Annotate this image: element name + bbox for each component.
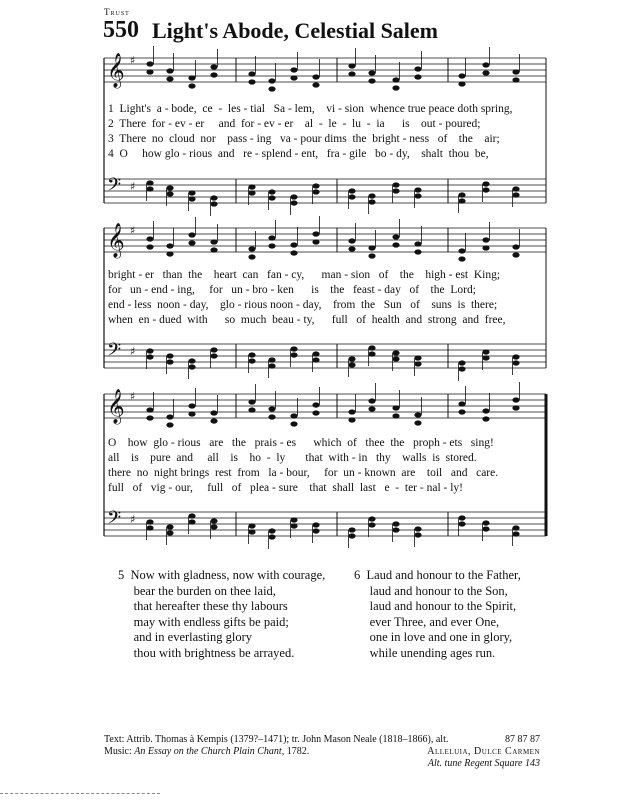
note-head	[166, 422, 173, 427]
note-head	[348, 417, 355, 422]
note-head	[414, 412, 421, 417]
note-head	[512, 397, 519, 402]
note-head	[368, 516, 375, 521]
note-head	[248, 254, 255, 259]
music-credit-suffix: , 1782.	[281, 746, 310, 757]
alt-tune: Alt. tune Regent Square 143	[427, 758, 540, 769]
note-head	[368, 199, 375, 204]
note-head	[290, 194, 297, 199]
note-head	[268, 195, 275, 200]
note-head	[248, 71, 255, 76]
lyrics-system-1	[108, 102, 548, 162]
note-head	[348, 188, 355, 193]
note-head	[248, 399, 255, 404]
stanza-line: one in love and one in glory,	[354, 630, 513, 644]
note-head	[512, 252, 519, 257]
note-head	[210, 410, 217, 415]
note-head	[188, 240, 195, 245]
note-head	[166, 414, 173, 419]
note-head	[458, 248, 465, 253]
note-head	[368, 398, 375, 403]
note-head	[368, 253, 375, 258]
music-credit-prefix: Music:	[104, 746, 135, 757]
note-head	[512, 360, 519, 365]
note-head	[512, 525, 519, 530]
note-head	[512, 244, 519, 249]
text-credit: Text: Attrib. Thomas à Kempis (1379?–1471); tr. John Mason Neale (1818–1866), alt.	[104, 734, 449, 745]
note-head	[368, 245, 375, 250]
sharp-icon: ♯	[130, 224, 136, 237]
note-head	[188, 232, 195, 237]
note-head	[290, 67, 297, 72]
note-head	[414, 420, 421, 425]
note-head	[188, 190, 195, 195]
note-head	[166, 359, 173, 364]
note-head	[482, 245, 489, 250]
note-head	[368, 351, 375, 356]
note-head	[414, 241, 421, 246]
note-head	[248, 352, 255, 357]
note-head	[290, 75, 297, 80]
note-head	[268, 534, 275, 539]
note-head	[348, 356, 355, 361]
note-head	[290, 200, 297, 205]
note-head	[312, 402, 319, 407]
note-head	[210, 524, 217, 529]
note-head	[248, 407, 255, 412]
note-head	[348, 246, 355, 251]
note-head	[290, 346, 297, 351]
note-head	[368, 406, 375, 411]
note-head	[392, 85, 399, 90]
note-head	[458, 366, 465, 371]
note-head	[348, 238, 355, 243]
stanza-line: thou with brightness be arrayed.	[118, 645, 295, 660]
note-head	[458, 409, 465, 414]
note-head	[368, 78, 375, 83]
note-head	[414, 74, 421, 79]
lyric-line: 1 Light's a - bode, ce - les - tial Sa - lem, vi - sion whence true peace doth spring,	[108, 103, 513, 115]
note-head	[348, 527, 355, 532]
note-head	[268, 86, 275, 91]
note-head	[210, 353, 217, 358]
note-head	[146, 180, 153, 185]
note-head	[146, 186, 153, 191]
bass-clef-icon: 𝄢	[107, 508, 122, 533]
note-head	[414, 66, 421, 71]
note-head	[268, 189, 275, 194]
note-head	[210, 201, 217, 206]
note-head	[210, 418, 217, 423]
tune-names: Alleluia, Dulce Carmen	[427, 746, 540, 757]
note-head	[290, 250, 297, 255]
note-head	[268, 243, 275, 248]
note-head	[146, 415, 153, 420]
note-head	[392, 521, 399, 526]
note-head	[458, 521, 465, 526]
lyric-line: 2 There for - ev - er and for - ev - er al - le - lu - ia is out - poured;	[108, 118, 481, 130]
music-credit	[104, 746, 448, 758]
note-head	[482, 181, 489, 186]
treble-clef-icon: 𝄞	[107, 53, 125, 88]
note-head	[512, 531, 519, 536]
note-head	[414, 361, 421, 366]
note-head	[188, 364, 195, 369]
note-head	[268, 406, 275, 411]
sharp-icon: ♯	[130, 345, 136, 358]
note-head	[268, 363, 275, 368]
note-head	[458, 360, 465, 365]
stanza-line: laud and honour to the Spirit,	[354, 599, 517, 613]
meter: 87 87 87	[505, 734, 540, 745]
stanza-5	[118, 568, 325, 661]
treble-clef-icon: 𝄞	[107, 389, 125, 424]
note-head	[312, 528, 319, 533]
note-head	[210, 195, 217, 200]
note-head	[268, 414, 275, 419]
note-head	[458, 256, 465, 261]
note-head	[512, 186, 519, 191]
note-head	[348, 71, 355, 76]
note-head	[248, 184, 255, 189]
note-head	[248, 529, 255, 534]
lyric-line: for un - end - ing, for un - bro - ken is the feast - day of the Lord;	[108, 284, 476, 296]
hymn-title: Light's Abode, Celestial Salem	[152, 18, 439, 43]
note-head	[166, 76, 173, 81]
stanza-line: 6 Laud and honour to the Father,	[354, 568, 521, 582]
note-head	[146, 354, 153, 359]
bass-clef-icon: 𝄢	[107, 340, 122, 365]
note-head	[368, 522, 375, 527]
note-head	[348, 63, 355, 68]
note-head	[188, 513, 195, 518]
note-head	[268, 78, 275, 83]
note-head	[146, 244, 153, 249]
note-head	[312, 239, 319, 244]
note-head	[348, 194, 355, 199]
note-head	[166, 185, 173, 190]
note-head	[312, 231, 319, 236]
note-head	[458, 198, 465, 203]
note-head	[188, 83, 195, 88]
note-head	[414, 355, 421, 360]
note-head	[248, 190, 255, 195]
note-head	[188, 75, 195, 80]
hymn-number: 550	[103, 17, 139, 43]
note-head	[482, 416, 489, 421]
note-head	[482, 70, 489, 75]
note-head	[248, 358, 255, 363]
note-head	[312, 410, 319, 415]
note-head	[392, 188, 399, 193]
stanza-line: laud and honour to the Son,	[354, 583, 508, 598]
note-head	[188, 519, 195, 524]
note-head	[458, 401, 465, 406]
note-head	[210, 64, 217, 69]
note-head	[166, 68, 173, 73]
note-head	[482, 237, 489, 242]
note-head	[512, 69, 519, 74]
note-head	[348, 362, 355, 367]
note-head	[188, 196, 195, 201]
note-head	[166, 353, 173, 358]
note-head	[312, 357, 319, 362]
note-head	[146, 407, 153, 412]
note-head	[414, 532, 421, 537]
note-head	[166, 191, 173, 196]
sharp-icon: ♯	[130, 180, 136, 193]
lyrics-system-3	[108, 436, 548, 496]
note-head	[482, 355, 489, 360]
note-head	[312, 82, 319, 87]
note-head	[312, 74, 319, 79]
sharp-icon: ♯	[130, 513, 136, 526]
note-head	[210, 72, 217, 77]
note-head	[414, 187, 421, 192]
note-head	[146, 236, 153, 241]
note-head	[458, 192, 465, 197]
note-head	[482, 520, 489, 525]
note-head	[458, 515, 465, 520]
note-head	[210, 347, 217, 352]
note-head	[414, 249, 421, 254]
note-head	[312, 189, 319, 194]
note-head	[414, 526, 421, 531]
note-head	[268, 357, 275, 362]
note-head	[146, 525, 153, 530]
note-head	[268, 235, 275, 240]
note-head	[210, 239, 217, 244]
stanza-line: and in everlasting glory	[118, 630, 252, 644]
bass-clef-icon: 𝄢	[107, 175, 122, 200]
note-head	[458, 73, 465, 78]
note-head	[512, 405, 519, 410]
note-head	[368, 345, 375, 350]
note-head	[248, 246, 255, 251]
note-head	[210, 247, 217, 252]
note-head	[348, 533, 355, 538]
treble-clef-icon: 𝄞	[107, 223, 125, 258]
stanza-line: ever Three, and ever One,	[354, 614, 500, 629]
lyric-line: when en - dued with so much beau - ty, full of health and strong and free,	[108, 314, 506, 326]
lyric-line: all is pure and all is ho - ly that with - in thy walls is stored.	[108, 452, 477, 464]
meter-info	[427, 734, 540, 770]
note-head	[392, 527, 399, 532]
lyric-line: 3 There no cloud nor pass - ing va - pour dims the bright - ness of the air;	[108, 133, 500, 145]
note-head	[146, 61, 153, 66]
note-head	[392, 413, 399, 418]
note-head	[290, 421, 297, 426]
note-head	[368, 193, 375, 198]
sharp-icon: ♯	[130, 54, 136, 67]
note-head	[166, 530, 173, 535]
note-head	[482, 408, 489, 413]
note-head	[368, 70, 375, 75]
note-head	[482, 62, 489, 67]
note-head	[290, 517, 297, 522]
stanza-line: that hereafter these thy labours	[118, 599, 288, 613]
note-head	[392, 77, 399, 82]
note-head	[482, 526, 489, 531]
note-head	[348, 409, 355, 414]
note-head	[210, 518, 217, 523]
lyric-line: there no night brings rest from la - bour, for un - known are toil and care.	[108, 467, 499, 479]
lyric-line: O how glo - rious are the prais - es which of thee the proph - ets sing!	[108, 437, 494, 449]
note-head	[312, 351, 319, 356]
note-head	[166, 251, 173, 256]
note-head	[188, 358, 195, 363]
note-head	[392, 350, 399, 355]
note-head	[188, 403, 195, 408]
note-head	[482, 187, 489, 192]
note-head	[146, 519, 153, 524]
note-head	[248, 523, 255, 528]
note-head	[392, 356, 399, 361]
lyrics-system-2	[108, 268, 548, 328]
note-head	[458, 81, 465, 86]
lyric-line: 4 O how glo - rious and re - splend - ent, fra - gile bo - dy, shalt thou be,	[108, 148, 489, 160]
sharp-icon: ♯	[130, 390, 136, 403]
note-head	[312, 522, 319, 527]
lyric-line: full of vig - our, full of plea - sure that shall last e - ter - nal - ly!	[108, 482, 463, 494]
stanza-line: bear the burden on thee laid,	[118, 583, 276, 598]
stanza-line: 5 Now with gladness, now with courage,	[118, 568, 326, 582]
note-head	[512, 354, 519, 359]
note-head	[146, 69, 153, 74]
note-head	[482, 349, 489, 354]
tune-label: Trust	[104, 7, 130, 17]
note-head	[512, 77, 519, 82]
note-head	[146, 348, 153, 353]
credits	[104, 734, 448, 758]
lyric-line: bright - er than the heart can fan - cy, man - sion of the high - est King;	[108, 269, 501, 281]
stanza-line: may with endless gifts be paid;	[118, 614, 289, 629]
note-head	[290, 523, 297, 528]
stanza-line: while unending ages run.	[354, 645, 496, 660]
note-head	[268, 528, 275, 533]
note-head	[392, 234, 399, 239]
note-head	[290, 242, 297, 247]
note-head	[188, 411, 195, 416]
note-head	[312, 183, 319, 188]
note-head	[392, 405, 399, 410]
note-head	[392, 182, 399, 187]
note-head	[290, 413, 297, 418]
note-head	[392, 242, 399, 247]
note-head	[248, 79, 255, 84]
bottom-rule	[0, 793, 160, 794]
lyric-line: end - less noon - day, glo - rious noon - day, from the Sun of suns is there;	[108, 299, 498, 311]
note-head	[166, 524, 173, 529]
music-credit-source: An Essay on the Church Plain Chant	[134, 746, 282, 757]
note-head	[512, 192, 519, 197]
note-head	[290, 352, 297, 357]
stanza-6	[354, 568, 521, 661]
note-head	[414, 193, 421, 198]
note-head	[166, 243, 173, 248]
